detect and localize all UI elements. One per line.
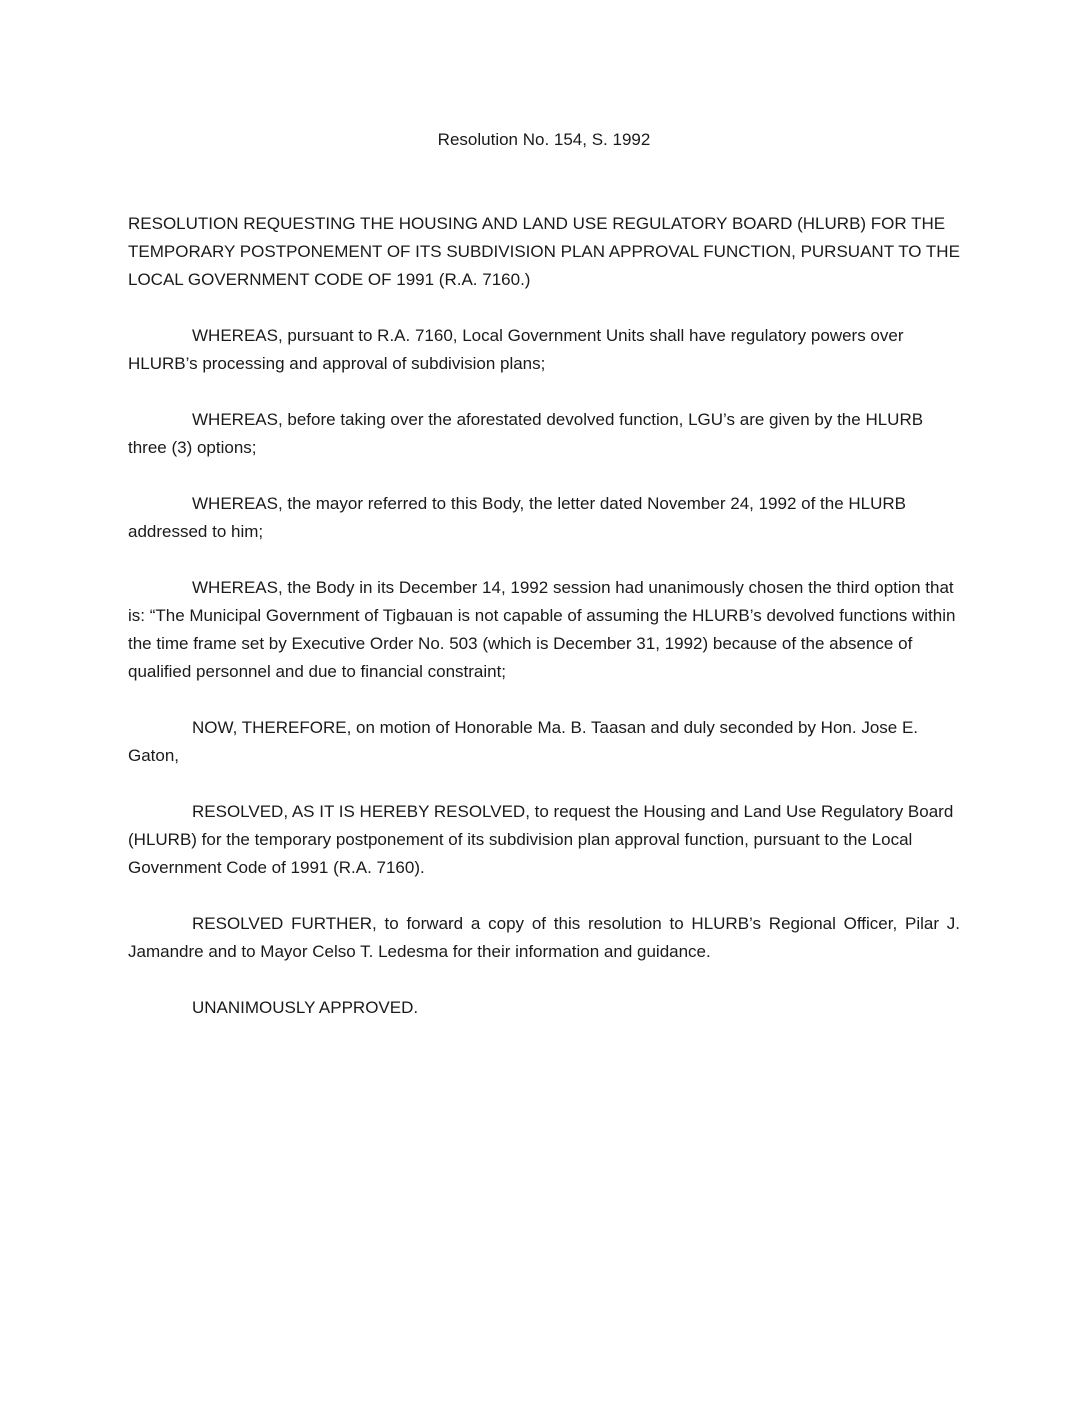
paragraph: NOW, THEREFORE, on motion of Honorable Ma. B. Taasan and duly seconded by Hon. Jose E. Gaton, — [128, 718, 919, 765]
paragraph: RESOLVED FURTHER, to forward a copy of this resolution to HLURB’s Regional Officer, Pilar J. Jamandre and to Mayor Celso T. Ledesma for their information and guidance. — [128, 914, 960, 961]
paragraph: WHEREAS, the mayor referred to this Body, the letter dated November 24, 1992 of the HLURB addressed to him; — [128, 494, 907, 541]
paragraph: UNANIMOUSLY APPROVED. — [192, 998, 419, 1017]
paragraph: WHEREAS, the Body in its December 14, 1992 session had unanimously chosen the third option that is: “The Municipal Government of Tigbauan is not capable of assuming the HLURB’s devolved functions within the time frame set by Executive Order No. 503 (which is December 31, 1992) because of the absence of qualified personnel and due to financial constraint; — [128, 578, 956, 681]
paragraph: WHEREAS, before taking over the aforestated devolved function, LGU’s are given by the HLURB three (3) options; — [128, 410, 924, 457]
document-body — [128, 322, 960, 1022]
paragraph: WHEREAS, pursuant to R.A. 7160, Local Government Units shall have regulatory powers over HLURB’s processing and approval of subdivision plans; — [128, 326, 904, 373]
document-heading: RESOLUTION REQUESTING THE HOUSING AND LAND USE REGULATORY BOARD (HLURB) FOR THE TEMPORARY POSTPONEMENT OF ITS SUBDIVISION PLAN APPROVAL FUNCTION, PURSUANT TO THE LOCAL GOVERNMENT CODE OF 1991 (R.A. 7160.) — [128, 214, 960, 289]
document-title: Resolution No. 154, S. 1992 — [437, 130, 651, 149]
paragraph: RESOLVED, AS IT IS HEREBY RESOLVED, to request the Housing and Land Use Regulatory Board (HLURB) for the temporary postponement of its subdivision plan approval function, pursuant to the Local Government Code of 1991 (R.A. 7160). — [128, 802, 954, 877]
